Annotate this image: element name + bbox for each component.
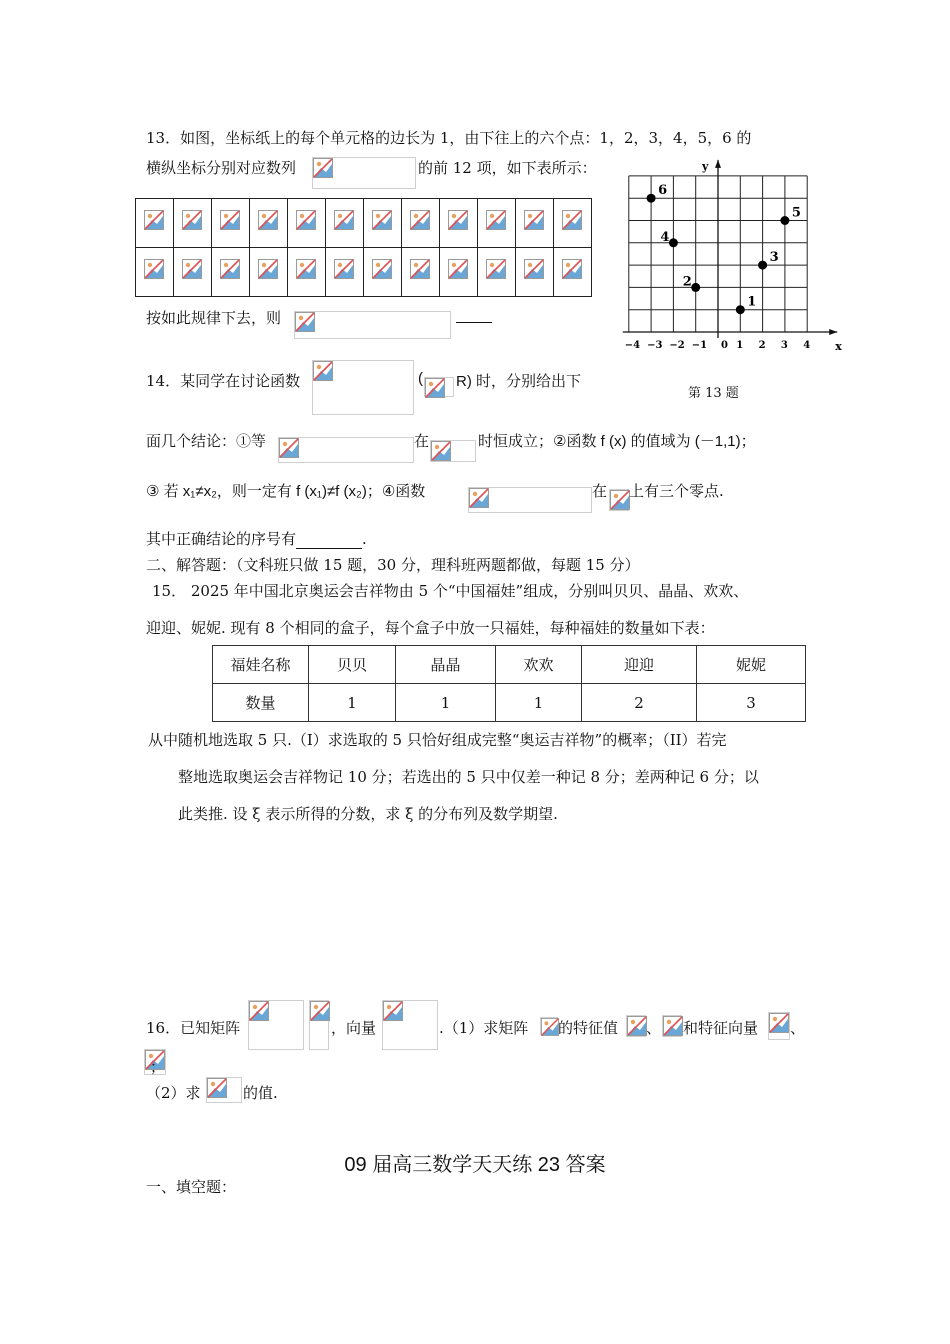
formula-image — [468, 487, 592, 513]
q14-line4-text: 其中正确结论的序号有 — [146, 530, 297, 548]
table-row — [136, 199, 592, 248]
table-cell: 1 — [496, 684, 582, 722]
sequence-table — [135, 198, 592, 297]
x-tick-label: 2 — [758, 340, 766, 351]
q14-line4-end: . — [362, 530, 367, 548]
formula-image — [278, 437, 414, 463]
broken-image-icon — [562, 210, 582, 230]
formula-image — [309, 1000, 329, 1050]
table-cell — [554, 199, 592, 248]
table-cell — [174, 248, 212, 297]
q16-part2-a: （2）求 — [146, 1084, 201, 1102]
table-header-cell: 福娃名称 — [213, 646, 309, 684]
table-cell — [478, 248, 516, 297]
broken-image-icon — [182, 259, 202, 279]
y-axis-arrow — [715, 160, 721, 168]
data-point — [780, 216, 789, 225]
table-cell — [364, 248, 402, 297]
formula-image — [294, 311, 451, 339]
q16-part2-b: 的值. — [243, 1084, 278, 1102]
table-cell — [326, 199, 364, 248]
table-cell — [174, 199, 212, 248]
answer-blank — [456, 322, 492, 323]
q16-text-e: 、 — [646, 1019, 662, 1037]
point-label: 5 — [791, 205, 801, 221]
answer-title: 09 届高三数学天天练 23 答案 — [344, 1154, 606, 1176]
formula-image — [662, 1015, 682, 1037]
x-tick-label: 4 — [803, 340, 811, 351]
broken-image-icon — [207, 1078, 227, 1098]
table-cell: 2 — [582, 684, 697, 722]
table-cell — [478, 199, 516, 248]
q15-line4: 整地选取奥运会吉祥物记 10 分；若选出的 5 只中仅差一种记 8 分；差两种记 6 分；以 — [178, 768, 759, 786]
point-label: 6 — [658, 183, 668, 199]
broken-image-icon — [562, 259, 582, 279]
table-header-cell: 晶晶 — [396, 646, 496, 684]
matrix-image — [248, 1000, 304, 1050]
y-axis-label: y — [702, 159, 709, 173]
q13-line2-a: 横纵坐标分别对应数列 — [146, 159, 297, 177]
q13-line3: 按如此规律下去，则 — [146, 309, 282, 327]
q16-text-b: ，向量 — [331, 1019, 377, 1037]
q15-line5: 此类推. 设 ξ 表示所得的分数，求 ξ 的分布列及数学期望. — [178, 805, 558, 823]
q14-line3-b: 在 — [592, 482, 608, 500]
q14-line2-a: 面几个结论：①等 — [146, 432, 267, 450]
formula-image — [206, 1077, 242, 1103]
q14-line2-c: 时恒成立；②函数 f (x) 的值域为 (－1,1)； — [478, 433, 756, 450]
table-header-cell: 妮妮 — [697, 646, 806, 684]
broken-image-icon — [372, 259, 392, 279]
table-cell — [136, 248, 174, 297]
broken-image-icon — [486, 210, 506, 230]
table-cell — [516, 248, 554, 297]
table-cell — [516, 199, 554, 248]
data-point — [647, 194, 656, 203]
broken-image-icon — [383, 1001, 403, 1021]
formula-image — [312, 157, 416, 189]
table-row — [213, 684, 806, 722]
coordinate-graph — [612, 146, 852, 358]
point-label: 3 — [769, 250, 779, 266]
x-tick-label: 0 — [721, 340, 728, 351]
table-cell — [212, 199, 250, 248]
section-heading: 二、解答题：（文科班只做 15 题，30 分，理科班两题都做，每题 15 分） — [146, 556, 640, 574]
q15-line3: 从中随机地选取 5 只.（I）求选取的 5 只恰好组成完整“奥运吉祥物”的概率；（II）若完 — [148, 731, 727, 749]
broken-image-icon — [334, 210, 354, 230]
table-cell — [250, 248, 288, 297]
table-cell — [212, 248, 250, 297]
table-row — [213, 646, 806, 684]
fuwa-table — [212, 645, 806, 722]
broken-image-icon — [627, 1016, 647, 1036]
broken-image-icon — [486, 259, 506, 279]
q13-line2-b: 的前 12 项，如下表所示： — [418, 159, 597, 177]
broken-image-icon — [610, 490, 630, 510]
q16-text-f: 和特征向量 — [683, 1019, 759, 1037]
q16-text-g: 、 — [790, 1019, 806, 1037]
broken-image-icon — [296, 210, 316, 230]
broken-image-icon — [663, 1016, 683, 1036]
q14-line3-a: ③ 若 x₁≠x₂，则一定有 f (x₁)≠f (x₂)；④函数 — [146, 483, 426, 500]
table-cell: 1 — [309, 684, 396, 722]
formula-image — [424, 377, 454, 397]
broken-image-icon — [182, 210, 202, 230]
broken-image-icon — [541, 1018, 559, 1036]
table-header-cell: 贝贝 — [309, 646, 396, 684]
table-header-cell: 迎迎 — [582, 646, 697, 684]
formula-image — [768, 1012, 790, 1040]
broken-image-icon — [296, 259, 316, 279]
broken-image-icon — [313, 361, 333, 381]
answer-blank — [296, 530, 362, 549]
broken-image-icon — [220, 210, 240, 230]
data-point — [669, 238, 678, 247]
table-cell — [250, 199, 288, 248]
broken-image-icon — [524, 210, 544, 230]
broken-image-icon — [431, 441, 451, 461]
broken-image-icon — [258, 210, 278, 230]
table-cell: 数量 — [213, 684, 309, 722]
x-axis-arrow — [829, 329, 837, 335]
table-cell — [440, 199, 478, 248]
table-row — [136, 248, 592, 297]
point-label: 1 — [747, 294, 757, 310]
broken-image-icon — [249, 1001, 269, 1021]
broken-image-icon — [410, 259, 430, 279]
table-cell: 3 — [697, 684, 806, 722]
formula-image — [312, 360, 414, 415]
point-label: 2 — [682, 274, 692, 290]
figure-caption: 第 13 题 — [688, 386, 739, 401]
q14-paren: ( — [418, 370, 423, 387]
x-tick-label: 1 — [736, 340, 744, 351]
table-cell: 1 — [396, 684, 496, 722]
x-tick-label: −4 — [624, 340, 641, 351]
table-cell — [554, 248, 592, 297]
broken-image-icon — [295, 312, 315, 332]
data-point — [691, 283, 700, 292]
q15-line2: 迎迎、妮妮. 现有 8 个相同的盒子，每个盒子中放一只福娃，每种福娃的数量如下表： — [146, 619, 715, 637]
q14-line3-c: 上有三个零点. — [629, 482, 724, 500]
broken-image-icon — [448, 210, 468, 230]
point-label: 4 — [660, 229, 670, 245]
x-tick-label: −1 — [691, 340, 708, 351]
x-tick-label: 3 — [780, 340, 788, 351]
broken-image-icon — [425, 378, 445, 398]
formula-image — [430, 440, 476, 462]
broken-image-icon — [334, 259, 354, 279]
table-cell — [326, 248, 364, 297]
table-cell — [364, 199, 402, 248]
table-cell — [440, 248, 478, 297]
x-tick-label: −2 — [669, 340, 685, 351]
broken-image-icon — [313, 158, 333, 178]
broken-image-icon — [448, 259, 468, 279]
broken-image-icon — [524, 259, 544, 279]
data-point — [736, 305, 745, 314]
formula-image — [609, 489, 629, 511]
x-axis-label: x — [835, 340, 842, 353]
broken-image-icon — [469, 488, 489, 508]
broken-image-icon — [279, 438, 299, 458]
vector-image — [382, 1000, 438, 1050]
broken-image-icon — [372, 210, 392, 230]
table-cell — [136, 199, 174, 248]
q14-line1-c: R) 时，分别给出下 — [456, 373, 581, 390]
broken-image-icon — [144, 210, 164, 230]
broken-image-icon — [310, 1001, 330, 1021]
formula-image — [540, 1017, 558, 1035]
table-cell — [402, 199, 440, 248]
broken-image-icon — [769, 1013, 789, 1033]
q16-text-h: ； — [150, 1058, 166, 1076]
q15-line1: 15． 2025 年中国北京奥运会吉祥物由 5 个“中国福娃”组成，分别叫贝贝、晶晶、欢欢、 — [152, 582, 749, 600]
q16-text-c: .（1）求矩阵 — [439, 1019, 529, 1037]
table-cell — [402, 248, 440, 297]
q16-text-a: 16．已知矩阵 — [146, 1019, 241, 1037]
answer-subheading: 一、填空题： — [146, 1178, 237, 1196]
table-cell — [288, 199, 326, 248]
q14-line2-b: 在 — [414, 432, 430, 450]
broken-image-icon — [144, 259, 164, 279]
q14-line1-a: 14．某同学在讨论函数 — [146, 372, 301, 390]
broken-image-icon — [258, 259, 278, 279]
broken-image-icon — [220, 259, 240, 279]
q14-line4 — [146, 528, 367, 549]
q13-line1: 13．如图，坐标纸上的每个单元格的边长为 1，由下往上的六个点：1，2，3，4，5，6 的 — [146, 129, 752, 147]
formula-image — [626, 1015, 646, 1037]
q16-text-d: 的特征值 — [558, 1019, 619, 1037]
data-point — [758, 261, 767, 270]
table-header-cell: 欢欢 — [496, 646, 582, 684]
x-tick-label: −3 — [647, 340, 663, 351]
broken-image-icon — [410, 210, 430, 230]
table-cell — [288, 248, 326, 297]
